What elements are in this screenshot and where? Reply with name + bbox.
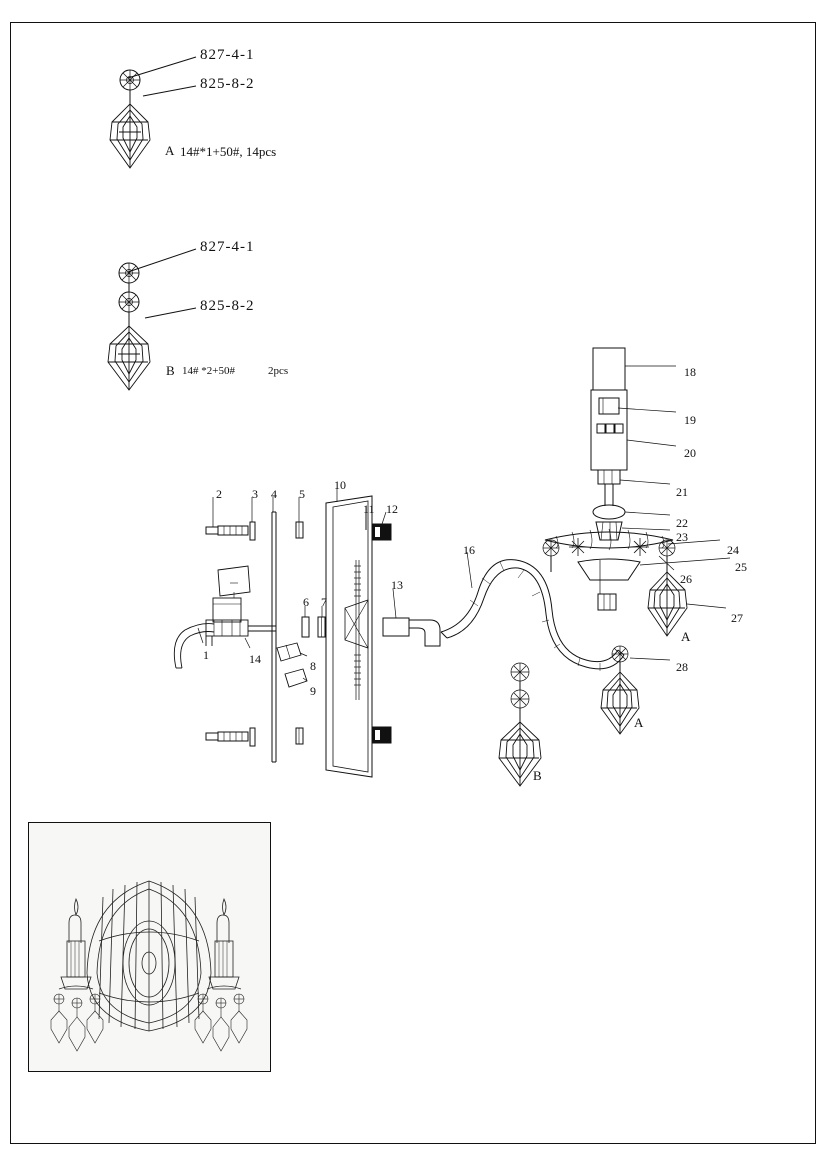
crystal-a-spec: 14#*1+50#, 14pcs [180,144,277,159]
callout-12: 12 [386,502,398,516]
callout-1: 1 [203,648,209,662]
callout-27: 27 [731,611,743,625]
callout-11: 11 [363,502,375,516]
callout-23: 23 [676,530,688,544]
callout-25: 25 [735,560,747,574]
callout-16: 16 [463,543,475,557]
pendant-letter-b-2: B [533,768,542,783]
callout-3: 3 [252,487,258,501]
callout-9: 9 [310,684,316,698]
callout-7: 7 [321,595,327,609]
crystal-b-qty: 2pcs [268,365,289,377]
callout-13: 13 [391,578,403,592]
pendant-letter-a-1: A [634,715,644,730]
crystal-b-tag-bottom: 825-8-2 [200,298,255,314]
callout-19: 19 [684,413,696,427]
callout-18: 18 [684,365,696,379]
callout-14: 14 [249,652,261,666]
callout-2: 2 [216,487,222,501]
product-photo-linework [29,823,269,1070]
callout-22: 22 [676,516,688,530]
callout-24: 24 [727,543,739,557]
callout-8: 8 [310,659,316,673]
crystal-b-tag-top: 827-4-1 [200,239,255,255]
callout-10: 10 [334,478,346,492]
crystal-a-tag-top: 827-4-1 [200,47,255,63]
callout-5: 5 [299,487,305,501]
callout-21: 21 [676,485,688,499]
crystal-a-letter: A [165,143,175,158]
pendant-letter-a-0: A [681,629,691,644]
callout-20: 20 [684,446,696,460]
callout-28: 28 [676,660,688,674]
callout-4: 4 [271,487,277,501]
crystal-b-spec: 14# *2+50# [182,365,235,377]
callout-6: 6 [303,595,309,609]
crystal-b-letter: B [166,363,175,378]
product-photo [28,822,271,1072]
callout-26: 26 [680,572,692,586]
crystal-a-tag-bottom: 825-8-2 [200,76,255,92]
